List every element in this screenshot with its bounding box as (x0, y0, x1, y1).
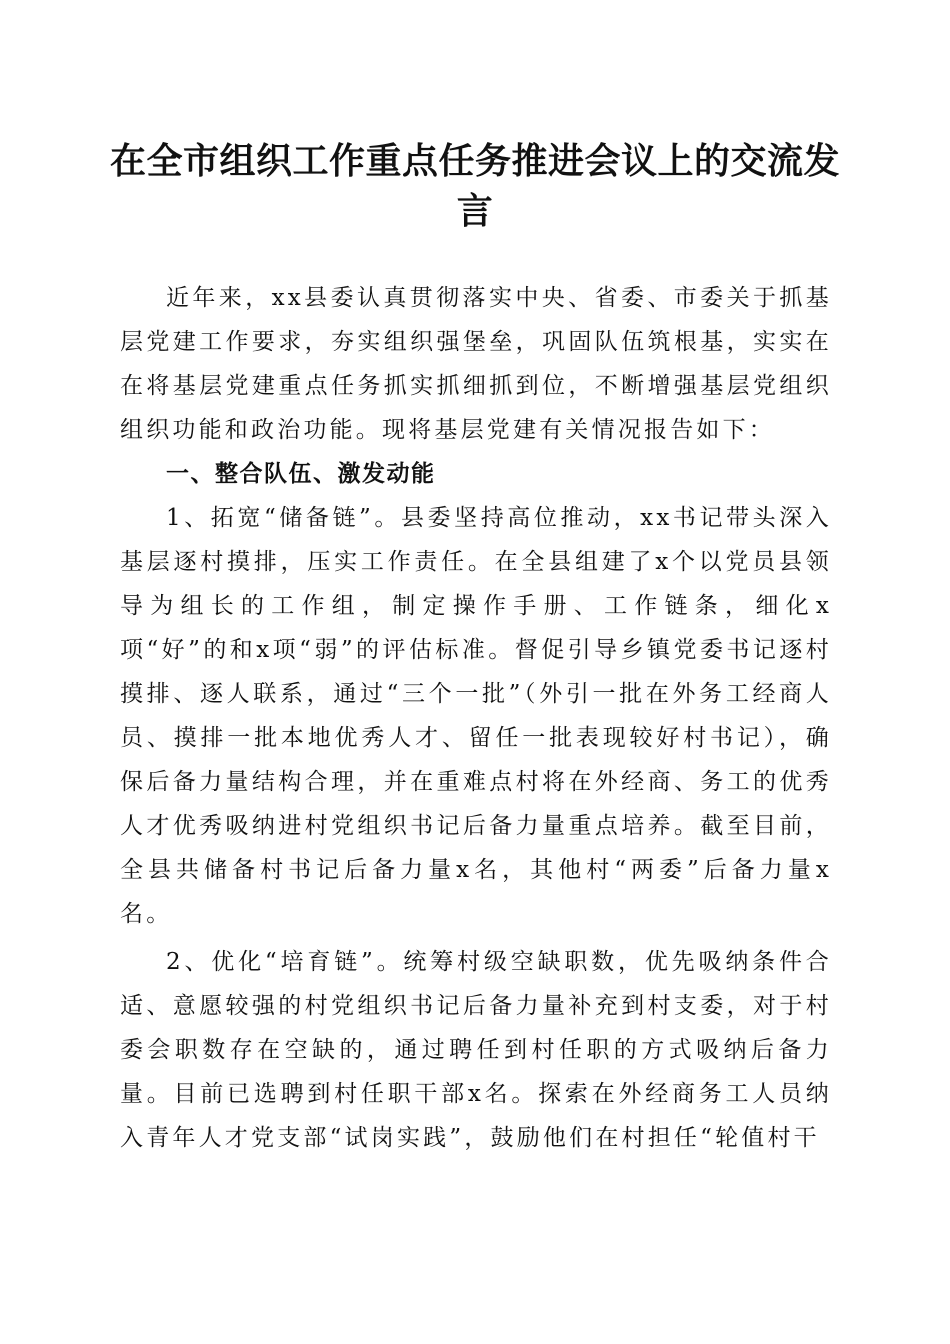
section-heading: 一、整合队伍、激发动能 (166, 461, 436, 487)
body-paragraph-2: 2、优化“培育链”。统筹村级空缺职数，优先吸纳条件合适、意愿较强的村党组织书记后备力量补充到村支委，对于村委会职数存在空缺的，通过聘任到村任职的方式吸纳后备力量。目前已选聘到村任职干部x名。探索在外经商务工人员纳入青年人才党支部“试岗实践”，鼓励他们在村担任“轮值村干 (120, 949, 832, 1151)
body-paragraph-1: 1、拓宽“储备链”。县委坚持高位推动，xx书记带头深入基层逐村摸排，压实工作责任。在全县组建了x个以党员县领导为组长的工作组，制定操作手册、工作链条，细化x项“好”的和x项“弱”的评估标准。督促引导乡镇党委书记逐村摸排、逐人联系，通过“三个一批”（外引一批在外务工经商人员、摸排一批本地优秀人才、留任一批表现较好村书记），确保后备力量结构合理，并在重难点村将在外经商、务工的优秀人才优秀吸纳进村党组织书记后备力量重点培养。截至目前，全县共储备村书记后备力量x名，其他村“两委”后备力量x名。 (120, 505, 832, 927)
document-body (120, 276, 832, 1160)
intro-paragraph: 近年来，xx县委认真贯彻落实中央、省委、市委关于抓基层党建工作要求，夯实组织强堡垒，巩固队伍筑根基，实实在在将基层党建重点任务抓实抓细抓到位，不断增强基层党组织组织功能和政治功能。现将基层党建有关情况报告如下： (120, 285, 832, 443)
document-title: 在全市组织工作重点任务推进会议上的交流发言 (109, 140, 840, 232)
